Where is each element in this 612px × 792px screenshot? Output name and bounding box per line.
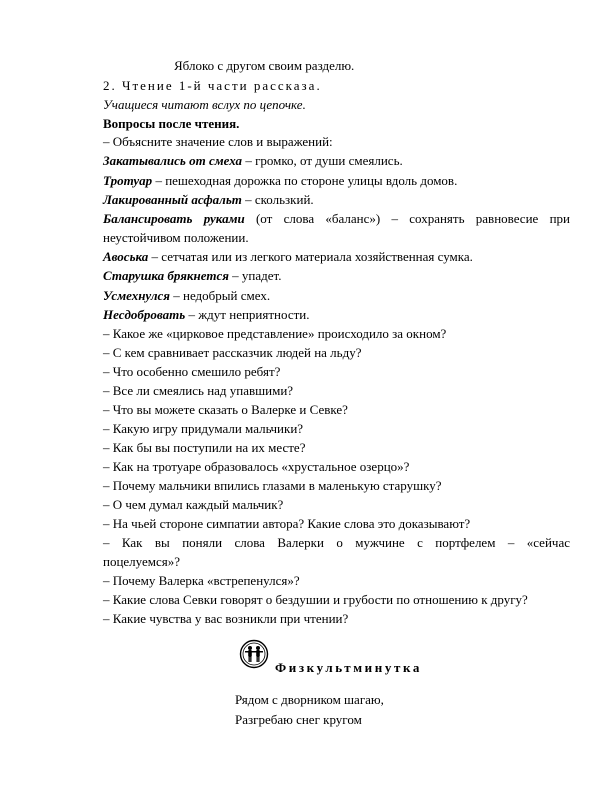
vocab-term: Тротуар xyxy=(103,173,153,188)
vocab-term: Лакированный асфальт xyxy=(103,192,242,207)
vocab-term: Авоська xyxy=(103,249,149,264)
section-heading: 2. Чтение 1-й части рассказа. xyxy=(103,78,322,93)
poem-line: Рядом с дворником шагаю, xyxy=(235,692,384,707)
vocab-item xyxy=(103,210,570,228)
vocab-definition: – пешеходная дорожка по стороне улицы вдоль домов. xyxy=(152,173,458,188)
exercise-people-icon xyxy=(239,639,269,669)
explain-prompt: – Объясните значение слов и выражений: xyxy=(103,134,333,149)
vocab-item xyxy=(103,172,570,190)
question-line: – Как вы поняли слова Валерки о мужчине с портфелем – «сейчас xyxy=(103,535,570,550)
question-line: – С кем сравнивает рассказчик людей на льду? xyxy=(103,345,362,360)
vocab-item xyxy=(103,306,570,324)
question-line: – Какую игру придумали мальчики? xyxy=(103,421,304,436)
intro-line: Яблоко с другом своим разделю. xyxy=(174,58,355,73)
question-line: – Почему Валерка «встрепенулся»? xyxy=(103,573,300,588)
vocab-item xyxy=(103,248,570,266)
question-line-continuation: поцелуемся»? xyxy=(103,554,181,569)
vocab-definition: (от слова «баланс») – сохранять равновесие при xyxy=(244,211,570,226)
vocab-definition: – ждут неприятности. xyxy=(185,307,310,322)
vocab-term: Балансировать руками xyxy=(103,211,245,226)
vocab-definition: – скользкий. xyxy=(241,192,314,207)
question-line: – О чем думал каждый мальчик? xyxy=(103,497,284,512)
vocab-term: Старушка брякнется xyxy=(103,268,229,283)
instruction-line: Учащиеся читают вслух по цепочке. xyxy=(103,97,306,112)
vocab-item xyxy=(103,152,570,170)
vocab-term: Несдобровать xyxy=(103,307,186,322)
vocab-definition: – недобрый смех. xyxy=(170,288,271,303)
vocab-item xyxy=(103,287,570,305)
vocab-definition: – упадет. xyxy=(228,268,282,283)
vocab-definition: – громко, от души смеялись. xyxy=(242,153,403,168)
vocab-term: Усмехнулся xyxy=(103,288,170,303)
question-line: – На чьей стороне симпатии автора? Какие слова это доказывают? xyxy=(103,516,471,531)
fizminutka-heading: Физкультминутка xyxy=(275,660,422,675)
question-line: – Что особенно смешило ребят? xyxy=(103,364,281,379)
question-line: – Какие чувства у вас возникли при чтении? xyxy=(103,611,349,626)
question-line: – Как на тротуаре образовалось «хрустальное озерцо»? xyxy=(103,459,410,474)
vocab-definition-continuation: неустойчивом положении. xyxy=(103,230,249,245)
vocab-item xyxy=(103,267,570,285)
question-line: – Какое же «цирковое представление» происходило за окном? xyxy=(103,326,447,341)
question-line: – Как бы вы поступили на их месте? xyxy=(103,440,306,455)
questions-heading: Вопросы после чтения. xyxy=(103,116,240,131)
question-line: – Почему мальчики впились глазами в маленькую старушку? xyxy=(103,478,442,493)
poem-line: Разгребаю снег кругом xyxy=(235,712,362,727)
vocab-term: Закатывались от смеха xyxy=(103,153,243,168)
question-line: – Какие слова Севки говорят о бездушии и грубости по отношению к другу? xyxy=(103,592,528,607)
question-line: – Все ли смеялись над упавшими? xyxy=(103,383,294,398)
question-line: – Что вы можете сказать о Валерке и Севке? xyxy=(103,402,348,417)
vocab-definition: – сетчатая или из легкого материала хозяйственная сумка. xyxy=(148,249,473,264)
vocab-item xyxy=(103,191,570,209)
